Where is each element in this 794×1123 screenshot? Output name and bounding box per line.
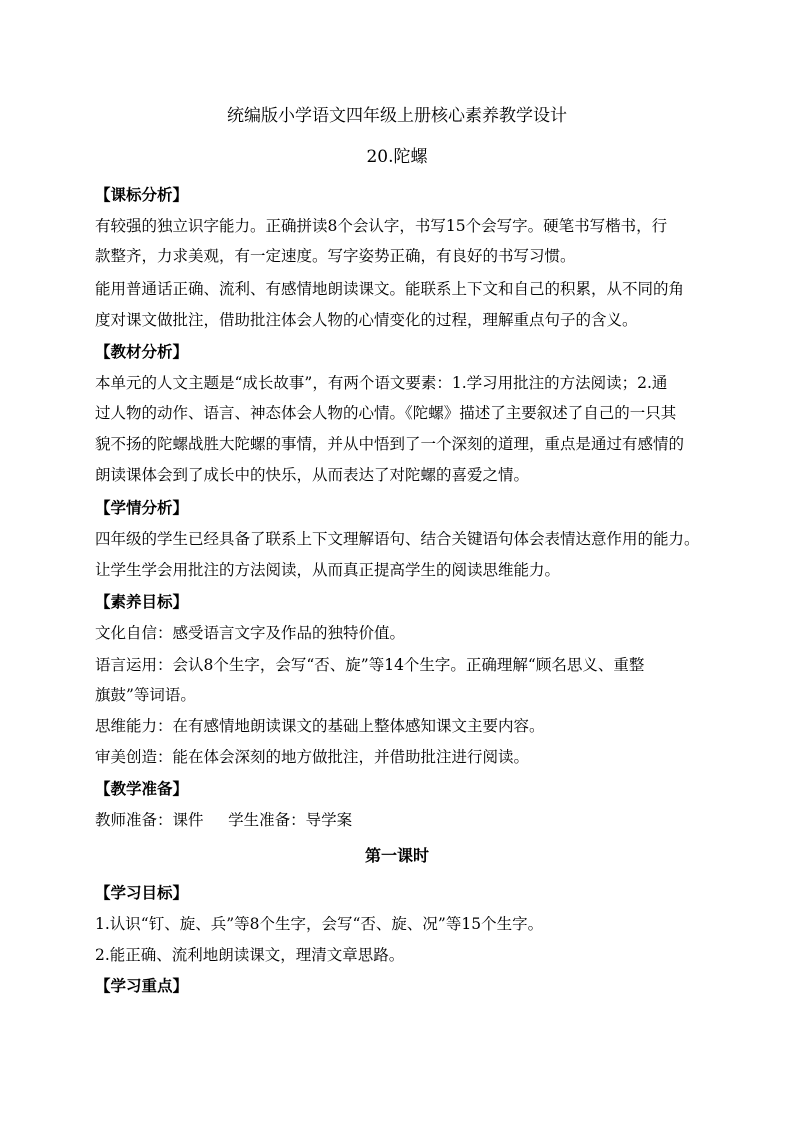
paragraph-line: 让学生学会用批注的方法阅读，从而真正提高学生的阅读思维能力。	[95, 561, 561, 579]
paragraph-line: 本单元的人文主题是“成长故事”，有两个语文要素：1.学习用批注的方法阅读；2.通	[95, 374, 668, 392]
paragraph-line: 能用普通话正确、流利、有感情地朗读课文。能联系上下文和自己的积累，从不同的角	[95, 280, 685, 298]
paragraph-line: 1.认识“钉、旋、兵”等8个生字，会写“否、旋、况”等15个生字。	[95, 915, 544, 933]
lesson-name: 20.陀螺	[366, 147, 428, 167]
paragraph-line: 四年级的学生已经具备了联系上下文理解语句、结合关键语句体会表情达意作用的能力。	[95, 530, 700, 548]
paragraph-line: 思维能力：在有感情地朗读课文的基础上整体感知课文主要内容。	[95, 717, 545, 735]
paragraph-line: 文化自信：感受语言文字及作品的独特价值。	[95, 624, 406, 642]
paragraph-line: 审美创造：能在体会深刻的地方做批注，并借助批注进行阅读。	[95, 748, 530, 766]
paragraph-line: 有较强的独立识字能力。正确拼读8个会认字，书写15个会写字。硬笔书写楷书，行	[95, 217, 668, 235]
section-heading: 【学习目标】	[95, 883, 189, 902]
paragraph-line: 2.能正确、流利地朗读课文，理清文章思路。	[95, 946, 405, 964]
paragraph-line: 旗鼓”等词语。	[95, 686, 196, 704]
paragraph-line: 语言运用：会认8个生字，会写“否、旋”等14个生字。正确理解“顾名思义、重整	[95, 656, 645, 674]
paragraph-line: 度对课文做批注，借助批注体会人物的心情变化的过程，理解重点句子的含义。	[95, 311, 638, 329]
lesson-period-title: 第一课时	[364, 846, 429, 865]
section-heading: 【素养目标】	[95, 592, 189, 611]
document-title: 统编版小学语文四年级上册核心素养教学设计	[227, 106, 567, 126]
section-heading: 【课标分析】	[95, 185, 189, 204]
section-heading: 【学习重点】	[95, 976, 189, 995]
section-heading: 【教学准备】	[95, 779, 189, 798]
paragraph-line: 教师准备：课件 学生准备：导学案	[95, 811, 353, 829]
section-heading: 【教材分析】	[95, 342, 189, 361]
paragraph-line: 款整齐，力求美观，有一定速度。写字姿势正确，有良好的书写习惯。	[95, 247, 576, 265]
paragraph-line: 朗读课体会到了成长中的快乐，从而表达了对陀螺的喜爱之情。	[95, 466, 530, 484]
paragraph-line: 貌不扬的陀螺战胜大陀螺的事情，并从中悟到了一个深刻的道理，重点是通过有感情的	[95, 435, 685, 453]
paragraph-line: 过人物的动作、语言、神态体会人物的心情。《陀螺》描述了主要叙述了自己的一只其	[95, 404, 677, 422]
section-heading: 【学情分析】	[95, 498, 189, 517]
